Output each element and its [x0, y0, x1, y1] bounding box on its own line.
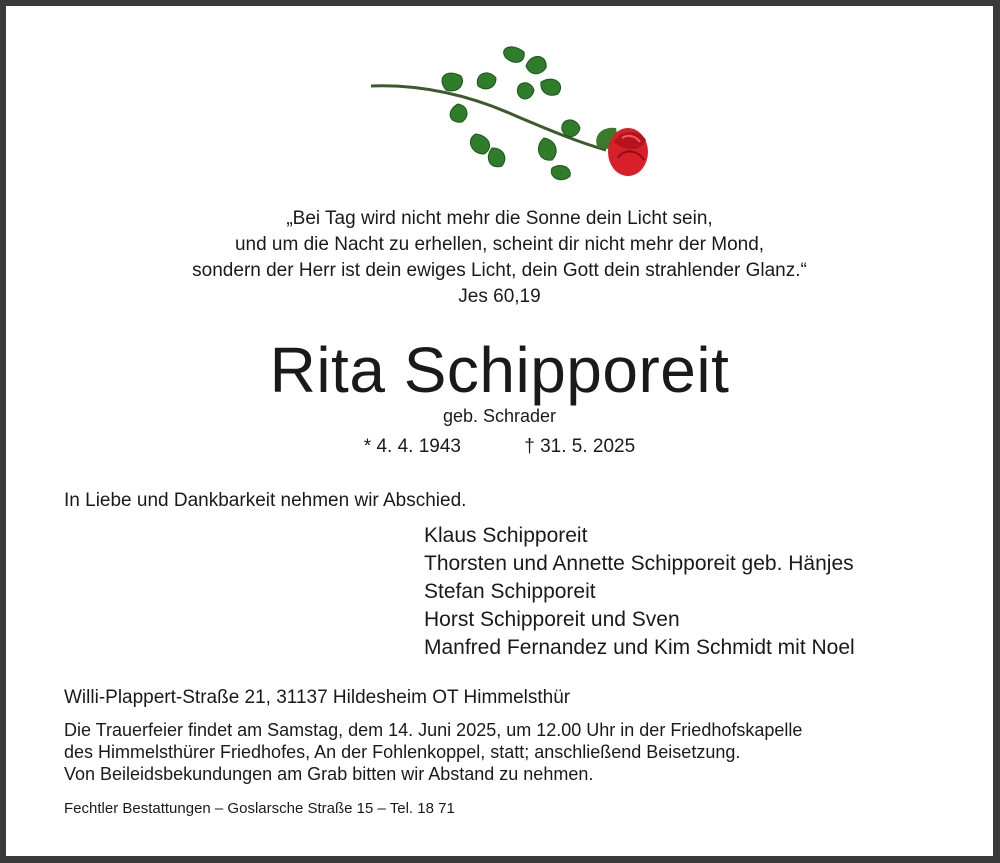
obituary-card: [6, 6, 993, 856]
birth-date: * 4. 4. 1943: [363, 436, 461, 457]
life-dates: [6, 436, 993, 458]
verse-reference: Jes 60,19: [458, 286, 541, 307]
verse-line: „Bei Tag wird nicht mehr die Sonne dein Licht sein,: [286, 208, 713, 229]
mourner: Stefan Schipporeit: [424, 580, 596, 603]
deceased-name: Rita Schipporeit: [269, 334, 730, 406]
death-date: † 31. 5. 2025: [524, 436, 636, 457]
rose-icon: [366, 38, 656, 188]
mourner: Horst Schipporeit und Sven: [424, 608, 680, 631]
farewell-text: In Liebe und Dankbarkeit nehmen wir Abschied.: [64, 490, 467, 511]
maiden-name: geb. Schrader: [442, 406, 557, 426]
mourner: Klaus Schipporeit: [424, 524, 588, 547]
mourner: Manfred Fernandez und Kim Schmidt mit Noel: [424, 636, 855, 659]
ceremony-line: des Himmelsthürer Friedhofes, An der Fohlenkoppel, statt; anschließend Beisetzung.: [64, 742, 741, 762]
ceremony-line: Von Beileidsbekundungen am Grab bitten wir Abstand zu nehmen.: [64, 764, 594, 784]
family-address: Willi-Plappert-Straße 21, 31137 Hildesheim OT Himmelsthür: [64, 687, 571, 708]
verse-line: sondern der Herr ist dein ewiges Licht, dein Gott dein strahlender Glanz.“: [192, 260, 807, 281]
ceremony-line: Die Trauerfeier findet am Samstag, dem 14. Juni 2025, um 12.00 Uhr in der Friedhofskapelle: [64, 720, 803, 740]
ceremony-info: [64, 719, 802, 785]
verse-line: und um die Nacht zu erhellen, scheint dir nicht mehr der Mond,: [234, 234, 765, 255]
bible-verse: [6, 206, 993, 310]
mourners-list: [424, 522, 855, 662]
mourner: Thorsten und Annette Schipporeit geb. Hänjes: [424, 552, 854, 575]
undertaker-info: Fechtler Bestattungen – Goslarsche Straße 15 – Tel. 18 71: [64, 800, 455, 817]
